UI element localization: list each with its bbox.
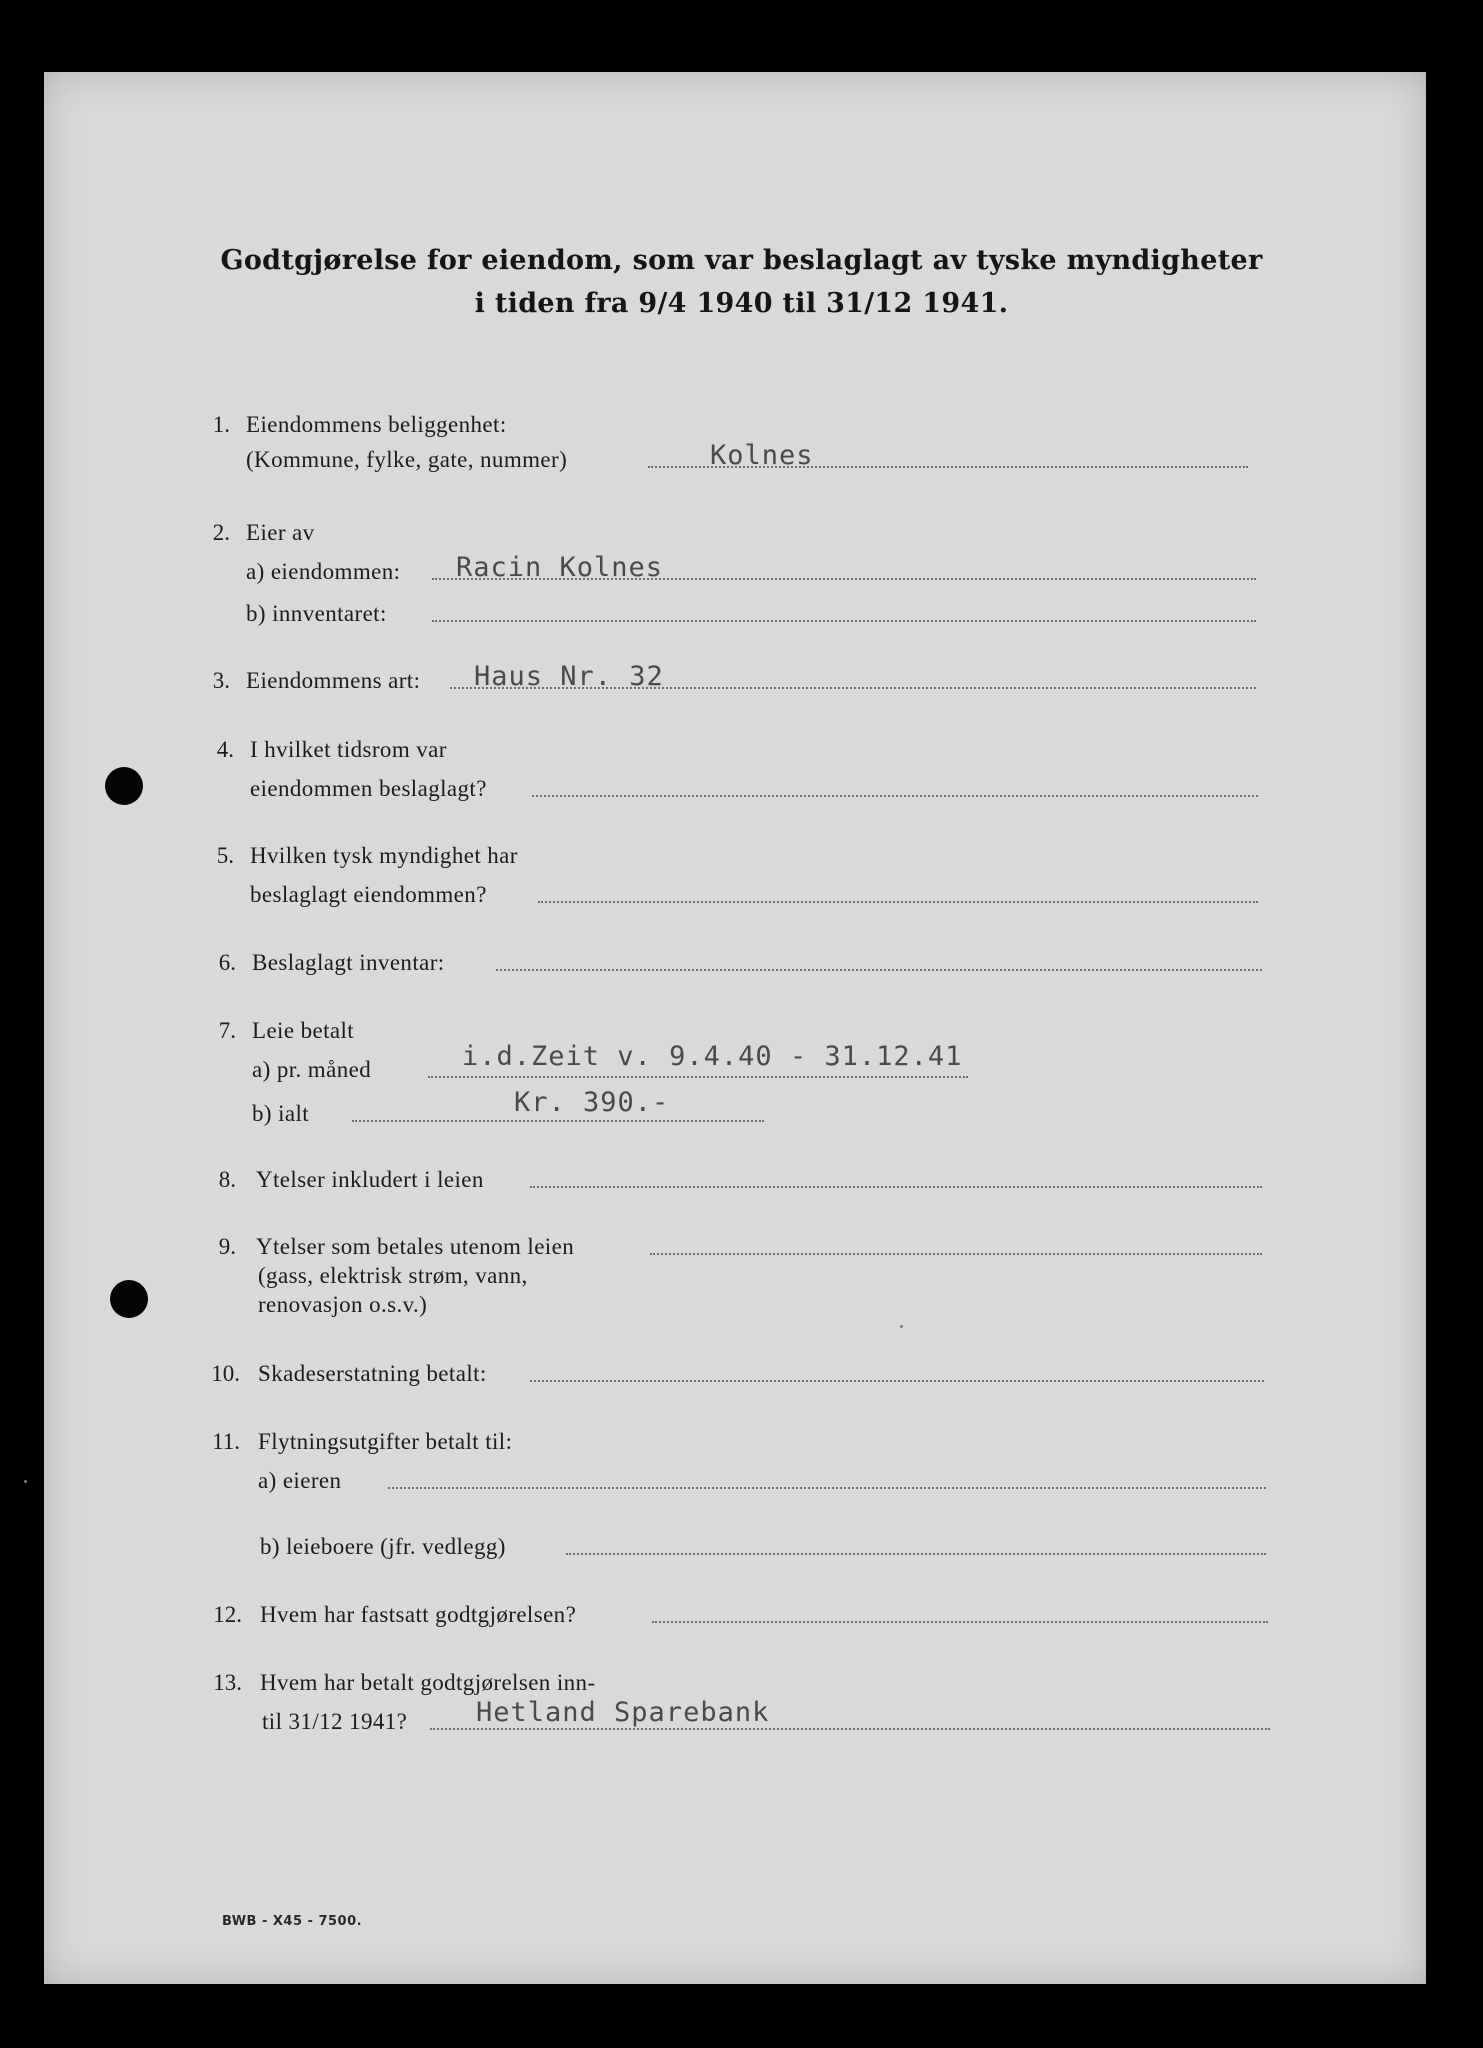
fill-line xyxy=(352,1120,764,1122)
compensation-paid-by-value[interactable]: Hetland Sparebank xyxy=(476,1697,770,1728)
field-label: renovasjon o.s.v.) xyxy=(258,1292,428,1317)
field-label: Skadeserstatning betalt: xyxy=(258,1361,487,1386)
fill-line xyxy=(430,1728,1270,1730)
field-label: Hvilken tysk myndighet har xyxy=(250,843,518,868)
punch-hole-upper xyxy=(105,767,143,805)
field-label: b) ialt xyxy=(252,1101,310,1126)
field-label: Flytningsutgifter betalt til: xyxy=(258,1429,513,1454)
item-number: 5. xyxy=(216,843,234,868)
item-number: 4. xyxy=(216,737,234,762)
item-number: 11. xyxy=(212,1429,240,1454)
fill-line xyxy=(652,1621,1268,1623)
property-owner-value[interactable]: Racin Kolnes xyxy=(456,552,664,583)
item-number: 9. xyxy=(218,1234,236,1259)
field-label: a) eiendommen: xyxy=(246,559,401,584)
fill-line xyxy=(532,795,1258,797)
field-label: eiendommen beslaglagt? xyxy=(250,776,487,801)
item-number: 12. xyxy=(213,1602,242,1627)
property-type-value[interactable]: Haus Nr. 32 xyxy=(474,661,664,692)
total-rent-value[interactable]: Kr. 390.- xyxy=(514,1087,670,1118)
item-number: 3. xyxy=(212,668,230,693)
field-label: Beslaglagt inventar: xyxy=(252,950,445,975)
field-label: I hvilket tidsrom var xyxy=(250,737,447,762)
form-title-line2: i tiden fra 9/4 1940 til 31/12 1941. xyxy=(474,288,1009,319)
fill-line xyxy=(538,901,1258,903)
field-label: a) pr. måned xyxy=(252,1057,372,1082)
field-label: b) leieboere (jfr. vedlegg) xyxy=(260,1534,506,1559)
field-label: Eiendommens art: xyxy=(246,668,421,693)
item-number: 6. xyxy=(218,950,236,975)
location-value[interactable]: Kolnes xyxy=(710,440,814,471)
field-label: beslaglagt eiendommen? xyxy=(250,882,487,907)
fill-line xyxy=(432,620,1256,622)
speck xyxy=(24,1480,27,1483)
field-label: Hvem har fastsatt godtgjørelsen? xyxy=(260,1602,577,1627)
field-label: Ytelser som betales utenom leien xyxy=(256,1234,575,1259)
fill-line xyxy=(428,1076,968,1078)
punch-hole-lower xyxy=(110,1280,148,1318)
form-title-line1: Godtgjørelse for eiendom, som var beslaglagt av tyske myndigheter xyxy=(220,245,1263,276)
monthly-rent-value[interactable]: i.d.Zeit v. 9.4.40 - 31.12.41 xyxy=(462,1041,963,1072)
field-label: Eiendommens beliggenhet: xyxy=(246,412,507,437)
field-label: Leie betalt xyxy=(252,1018,355,1043)
field-label: Ytelser inkludert i leien xyxy=(256,1167,484,1192)
item-number: 10. xyxy=(211,1361,240,1386)
fill-line xyxy=(650,1253,1262,1255)
fill-line xyxy=(388,1487,1266,1489)
item-number: 8. xyxy=(218,1167,236,1192)
item-number: 13. xyxy=(213,1670,242,1695)
field-label: Hvem har betalt godtgjørelsen inn- xyxy=(260,1670,596,1695)
fill-line xyxy=(566,1553,1266,1555)
form-code: BWB - X45 - 7500. xyxy=(222,1914,363,1929)
field-label: (Kommune, fylke, gate, nummer) xyxy=(246,447,568,472)
fill-line xyxy=(496,969,1262,971)
field-label: til 31/12 1941? xyxy=(262,1709,408,1734)
field-label: (gass, elektrisk strøm, vann, xyxy=(258,1263,528,1288)
item-number: 1. xyxy=(212,412,230,437)
field-label: b) innventaret: xyxy=(246,601,387,626)
fill-line xyxy=(530,1380,1264,1382)
field-label: Eier av xyxy=(246,520,315,545)
item-number: 7. xyxy=(218,1018,236,1043)
item-number: 2. xyxy=(212,520,230,545)
fill-line xyxy=(530,1186,1262,1188)
field-label: a) eieren xyxy=(258,1468,342,1493)
speck xyxy=(900,1325,903,1328)
